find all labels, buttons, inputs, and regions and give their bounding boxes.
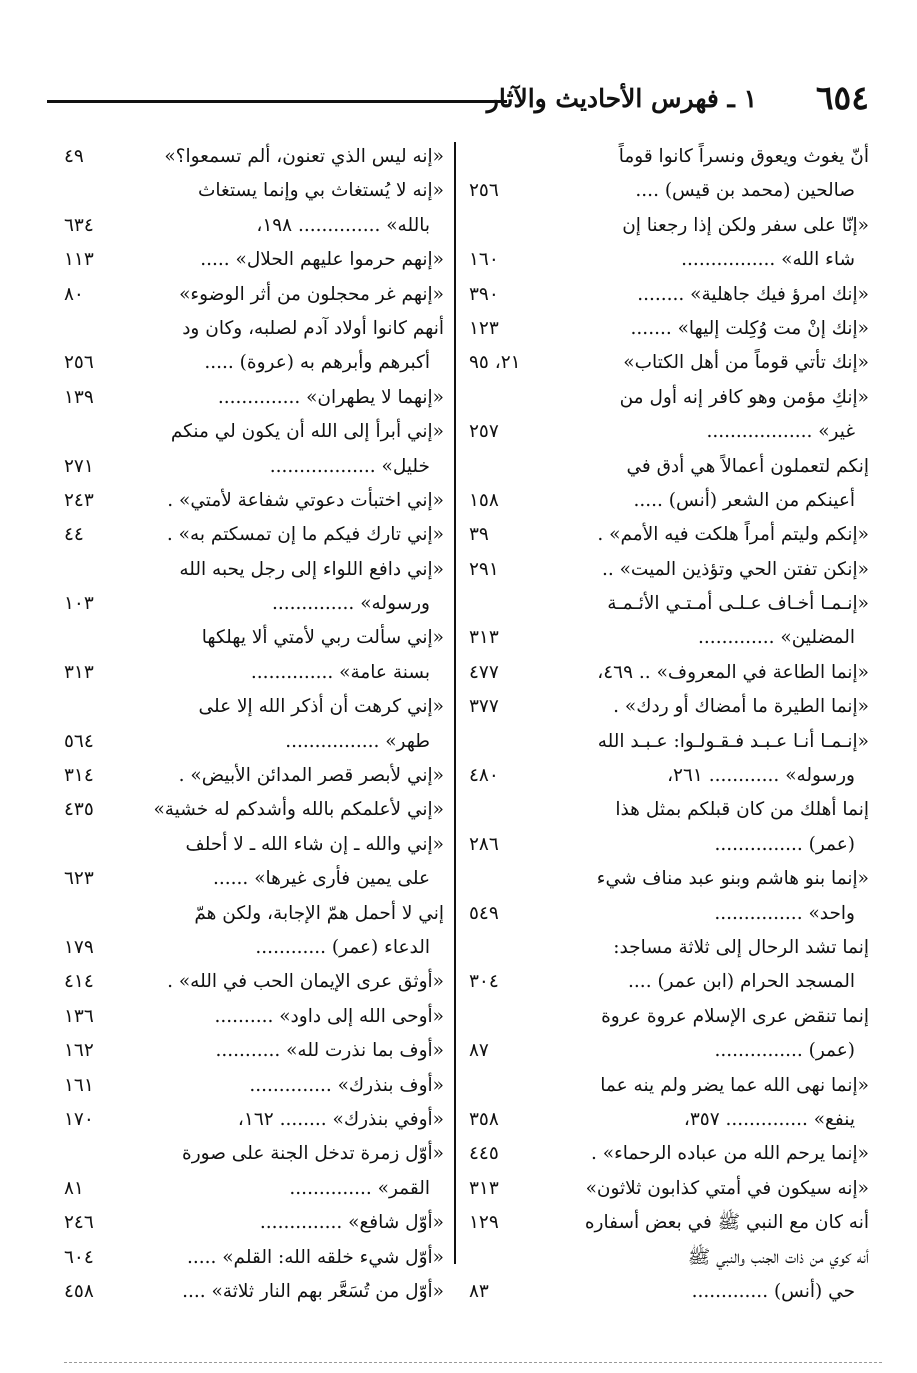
entry-text: شاء الله» ................ <box>681 249 855 271</box>
index-entry-line <box>469 725 869 759</box>
entry-text: «أوّل شافع» .............. <box>259 1212 444 1234</box>
entry-page-ref: ٢٩١ <box>469 558 499 580</box>
entry-text: أنه كوي من ذات الجنب والنبي ﷺ <box>687 1246 869 1268</box>
entry-page-ref: ٢٨٦ <box>469 833 499 855</box>
entry-text: «إنه لا يُستغاث بي وإنما يستغاث <box>197 180 444 202</box>
index-entry-line <box>64 278 444 312</box>
entry-page-ref: ١٢٩ <box>469 1212 499 1234</box>
index-entry-line <box>64 1103 444 1137</box>
index-entry-line <box>64 1000 444 1034</box>
entry-text: (عمر) ............... <box>714 833 855 855</box>
index-entry-line <box>64 793 444 827</box>
entry-page-ref: ٢٤٣ <box>64 489 94 511</box>
entry-page-ref: ٦٢٣ <box>64 868 94 890</box>
index-entry-line <box>469 931 869 965</box>
index-entry-line <box>469 965 869 999</box>
entry-text: (عمر) ............... <box>714 1040 855 1062</box>
entry-page-ref: ٣٥٨ <box>469 1108 499 1130</box>
entry-page-ref: ١٧٠ <box>64 1108 94 1130</box>
index-entry-line <box>64 484 444 518</box>
entry-page-ref: ٤٣٥ <box>64 799 94 821</box>
entry-text: «أوّل زمرة تدخل الجنة على صورة <box>182 1143 444 1165</box>
entry-page-ref: ١٦٢ <box>64 1040 94 1062</box>
entry-text: «إنك إنْ مت وُكِلت إليها» ....... <box>630 317 869 339</box>
entry-text: ورسوله» .............. <box>271 593 430 615</box>
entry-page-ref: ١٣٩ <box>64 386 94 408</box>
index-entry-line <box>64 725 444 759</box>
index-entry-line <box>64 1137 444 1171</box>
entry-page-ref: ١٣٦ <box>64 1005 94 1027</box>
entry-text: «أوف بنذرك» .............. <box>249 1074 444 1096</box>
entry-text: «إنما الطيرة ما أمضاك أو ردك» . <box>613 696 869 718</box>
entry-text: «أوفي بنذرك» ........ ١٦٢، <box>237 1108 444 1130</box>
entry-text: «إني أبرأ إلى الله أن يكون لي منكم <box>170 421 444 443</box>
entry-text: أنهم كانوا أولاد آدم لصلبه، وكان ود <box>182 317 444 339</box>
entry-text: «إنّا على سفر ولكن إذا رجعنا إن <box>622 214 869 236</box>
index-entry-line <box>64 415 444 449</box>
index-entry-line <box>64 828 444 862</box>
page-header <box>47 78 869 118</box>
index-entry-line <box>64 1206 444 1240</box>
entry-page-ref: ٥٤٩ <box>469 902 499 924</box>
entry-text: «إنكم وليتم أمراً هلكت فيه الأمم» . <box>597 524 869 546</box>
index-entry-line <box>64 759 444 793</box>
entry-text: إنما أهلك من كان قبلكم بمثل هذا <box>615 799 869 821</box>
index-entry-line <box>469 862 869 896</box>
index-entry-line <box>469 897 869 931</box>
header-rule <box>47 100 507 103</box>
index-entry-line <box>64 553 444 587</box>
entry-text: «إنه سيكون في أمتي كذابون ثلاثون» <box>585 1177 869 1199</box>
entry-text: «إني والله ـ إن شاء الله ـ لا أحلف <box>185 833 444 855</box>
index-entry-line <box>469 140 869 174</box>
entry-text: «إنهم حرموا عليهم الحلال» ..... <box>200 249 444 271</box>
entry-text: «إني لأبصر قصر المدائن الأبيض» . <box>178 765 444 787</box>
index-entry-line <box>469 1069 869 1103</box>
entry-page-ref: ٢٥٧ <box>469 421 499 443</box>
entry-page-ref: ١٠٣ <box>64 593 94 615</box>
index-entry-line <box>64 450 444 484</box>
entry-page-ref: ٣١٤ <box>64 765 94 787</box>
entry-text: أكبرهم وأبرهم به (عروة) ..... <box>204 352 430 374</box>
entry-page-ref: ٣١٣ <box>469 627 499 649</box>
entry-page-ref: ٥٦٤ <box>64 730 94 752</box>
entry-page-ref: ٢٥٦ <box>64 352 94 374</box>
entry-text: إني لا أحمل همّ الإجابة، ولكن همّ <box>194 902 444 924</box>
entry-text: بسنة عامة» .............. <box>250 661 430 683</box>
entry-text: الدعاء (عمر) ............ <box>255 936 430 958</box>
entry-page-ref: ٢١، ٩٥ <box>469 352 521 374</box>
entry-text: أعينكم من الشعر (أنس) ..... <box>633 489 855 511</box>
index-entry-line <box>469 174 869 208</box>
entry-text: غير» .................. <box>706 421 855 443</box>
index-entry-line <box>469 1241 869 1275</box>
entry-text: «إني سألت ربي لأمتي ألا يهلكها <box>201 627 444 649</box>
entry-page-ref: ٣٩ <box>469 524 489 546</box>
entry-text: على يمين فأرى غيرها» ...... <box>213 868 430 890</box>
entry-text: «أوثق عرى الإيمان الحب في الله» . <box>167 971 444 993</box>
entry-page-ref: ٦٣٤ <box>64 214 94 236</box>
index-entry-line <box>64 381 444 415</box>
index-entry-line <box>469 450 869 484</box>
entry-text: إنما تشد الرحال إلى ثلاثة مساجد: <box>613 936 869 958</box>
entry-text: «أوّل من تُسَعَّر بهم النار ثلاثة» .... <box>182 1280 444 1302</box>
running-title: ١ ـ فهرس الأحاديث والآثار <box>486 84 757 113</box>
entry-text: «إنما يرحم الله من عباده الرحماء» . <box>591 1143 869 1165</box>
index-entry-line <box>469 518 869 552</box>
entry-text: «إنك تأتي قوماً من أهل الكتاب» <box>623 352 869 374</box>
column-divider <box>454 142 456 1264</box>
entry-page-ref: ١١٣ <box>64 249 94 271</box>
entry-text: «إنـمـا أنـا عـبـد فـقـولـوا: عـبـد الله <box>597 730 869 752</box>
entry-text: ورسوله» ............ ٢٦١، <box>667 765 855 787</box>
entry-text: إنكم لتعملون أعمالاً هي أدق في <box>626 455 869 477</box>
index-entry-line <box>469 415 869 449</box>
index-entry-line <box>64 312 444 346</box>
entry-page-ref: ٤٨٠ <box>469 765 499 787</box>
entry-page-ref: ٨٧ <box>469 1040 489 1062</box>
index-entry-line <box>469 1137 869 1171</box>
entry-text: «إنهم غر محجلون من أثر الوضوء» <box>179 283 444 305</box>
entry-text: «أوّل شيء خلقه الله: القلم» ..... <box>186 1246 444 1268</box>
index-entry-line <box>64 1241 444 1275</box>
footer-rule <box>64 1362 882 1363</box>
index-entry-line <box>64 1069 444 1103</box>
entry-page-ref: ٣١٣ <box>64 661 94 683</box>
entry-text: واحد» ............... <box>714 902 855 924</box>
index-entry-line <box>469 1034 869 1068</box>
index-entry-line <box>64 1172 444 1206</box>
entry-page-ref: ٨١ <box>64 1177 84 1199</box>
entry-page-ref: ١٦١ <box>64 1074 94 1096</box>
entry-text: ينفع» .............. ٣٥٧، <box>683 1108 855 1130</box>
index-entry-line <box>469 553 869 587</box>
entry-text: «أوف بما نذرت لله» ........... <box>215 1040 444 1062</box>
entry-text: «إنما نهى الله عما يضر ولم ينه عما <box>600 1074 869 1096</box>
entry-text: القمر» .............. <box>289 1177 430 1199</box>
entry-text: «إني تارك فيكم ما إن تمسكتم به» . <box>166 524 444 546</box>
entry-page-ref: ٤٤٥ <box>469 1143 499 1165</box>
entry-page-ref: ٤١٤ <box>64 971 94 993</box>
entry-text: أنّ يغوث ويعوق ونسراً كانوا قوماً <box>618 146 869 167</box>
entry-page-ref: ٨٣ <box>469 1280 489 1302</box>
entry-page-ref: ٣٧٧ <box>469 696 499 718</box>
entry-page-ref: ٣١٣ <box>469 1177 499 1199</box>
index-entry-line <box>64 140 444 174</box>
entry-text: «إنكن تفتن الحي وتؤذين الميت» .. <box>601 558 869 580</box>
entry-page-ref: ٢٤٦ <box>64 1212 94 1234</box>
index-entry-line <box>64 1275 444 1309</box>
index-entry-line <box>64 587 444 621</box>
entry-text: المضلين» ............. <box>698 627 855 649</box>
entry-text: «إنك امرؤ فيك جاهلية» ........ <box>637 283 869 305</box>
entry-text: «إنـمـا أخـاف عـلـى أمـتـي الأئـمـة <box>607 593 869 615</box>
index-entry-line <box>64 209 444 243</box>
index-entry-line <box>64 862 444 896</box>
entry-text: «إنه ليس الذي تعنون، ألم تسمعوا؟» <box>164 146 444 167</box>
index-entry-line <box>64 897 444 931</box>
entry-text: حي (أنس) ............. <box>691 1280 855 1302</box>
entry-text: «إني لأعلمكم بالله وأشدكم له خشية» <box>153 799 444 821</box>
entry-text: إنما تنقض عرى الإسلام عروة عروة <box>601 1005 869 1027</box>
entry-page-ref: ٨٠ <box>64 283 84 305</box>
index-entry-line <box>64 346 444 380</box>
entry-text: خليل» .................. <box>269 455 430 477</box>
index-entry-line <box>64 690 444 724</box>
index-entry-line <box>469 828 869 862</box>
entry-text: «إنما الطاعة في المعروف» .. ٤٦٩، <box>597 661 869 683</box>
index-entry-line <box>64 621 444 655</box>
index-entry-line <box>64 518 444 552</box>
entry-text: «إنما بنو هاشم وبنو عبد مناف شيء <box>596 868 869 890</box>
index-entry-line <box>469 381 869 415</box>
entry-text: طهر» ................ <box>285 730 430 752</box>
entry-text: «إنكِ مؤمن وهو كافر إنه أول من <box>619 386 869 408</box>
entry-page-ref: ١٢٣ <box>469 317 499 339</box>
index-entry-line <box>469 587 869 621</box>
entry-text: «أوحى الله إلى داود» .......... <box>214 1005 444 1027</box>
index-entry-line <box>469 793 869 827</box>
entry-page-ref: ٤٥٨ <box>64 1280 94 1302</box>
entry-page-ref: ٦٠٤ <box>64 1246 94 1268</box>
index-entry-line <box>469 243 869 277</box>
index-entry-line <box>64 656 444 690</box>
page-number: ٦٥٤ <box>815 78 869 117</box>
index-entry-line <box>64 243 444 277</box>
index-entry-line <box>469 1275 869 1309</box>
index-entry-line <box>469 1000 869 1034</box>
entry-text: صالحين (محمد بن قيس) .... <box>635 180 855 202</box>
index-entry-line <box>64 174 444 208</box>
index-entry-line <box>469 346 869 380</box>
index-entry-line <box>469 1103 869 1137</box>
entry-text: «إني كرهت أن أذكر الله إلا على <box>198 696 444 718</box>
index-entry-line <box>469 690 869 724</box>
index-entry-line <box>469 312 869 346</box>
entry-page-ref: ٤٩ <box>64 146 84 167</box>
entry-text: «إنهما لا يطهران» .............. <box>217 386 444 408</box>
entry-text: المسجد الحرام (ابن عمر) .... <box>628 971 855 993</box>
entry-text: «إني دافع اللواء إلى رجل يحبه الله <box>179 558 444 580</box>
index-entry-line <box>469 1172 869 1206</box>
entry-text: أنه كان مع النبي ﷺ في بعض أسفاره <box>584 1212 869 1234</box>
entry-text: «إني اختبأت دعوتي شفاعة لأمتي» . <box>167 489 444 511</box>
entry-page-ref: ٢٥٦ <box>469 180 499 202</box>
right-column <box>469 140 869 1309</box>
left-column <box>64 140 444 1309</box>
entry-text: بالله» .............. ١٩٨، <box>256 214 430 236</box>
entry-page-ref: ٣٩٠ <box>469 283 499 305</box>
index-entry-line <box>469 278 869 312</box>
entry-page-ref: ١٦٠ <box>469 249 499 271</box>
entry-page-ref: ١٧٩ <box>64 936 94 958</box>
index-entry-line <box>64 1034 444 1068</box>
entry-page-ref: ٤٧٧ <box>469 661 499 683</box>
entry-page-ref: ٢٧١ <box>64 455 94 477</box>
entry-page-ref: ٤٤ <box>64 524 84 546</box>
entry-page-ref: ٣٠٤ <box>469 971 499 993</box>
index-entry-line <box>469 656 869 690</box>
entry-page-ref: ١٥٨ <box>469 489 499 511</box>
index-entry-line <box>469 621 869 655</box>
index-entry-line <box>64 965 444 999</box>
index-entry-line <box>469 1206 869 1240</box>
index-entry-line <box>469 484 869 518</box>
index-entry-line <box>64 931 444 965</box>
index-entry-line <box>469 759 869 793</box>
index-entry-line <box>469 209 869 243</box>
